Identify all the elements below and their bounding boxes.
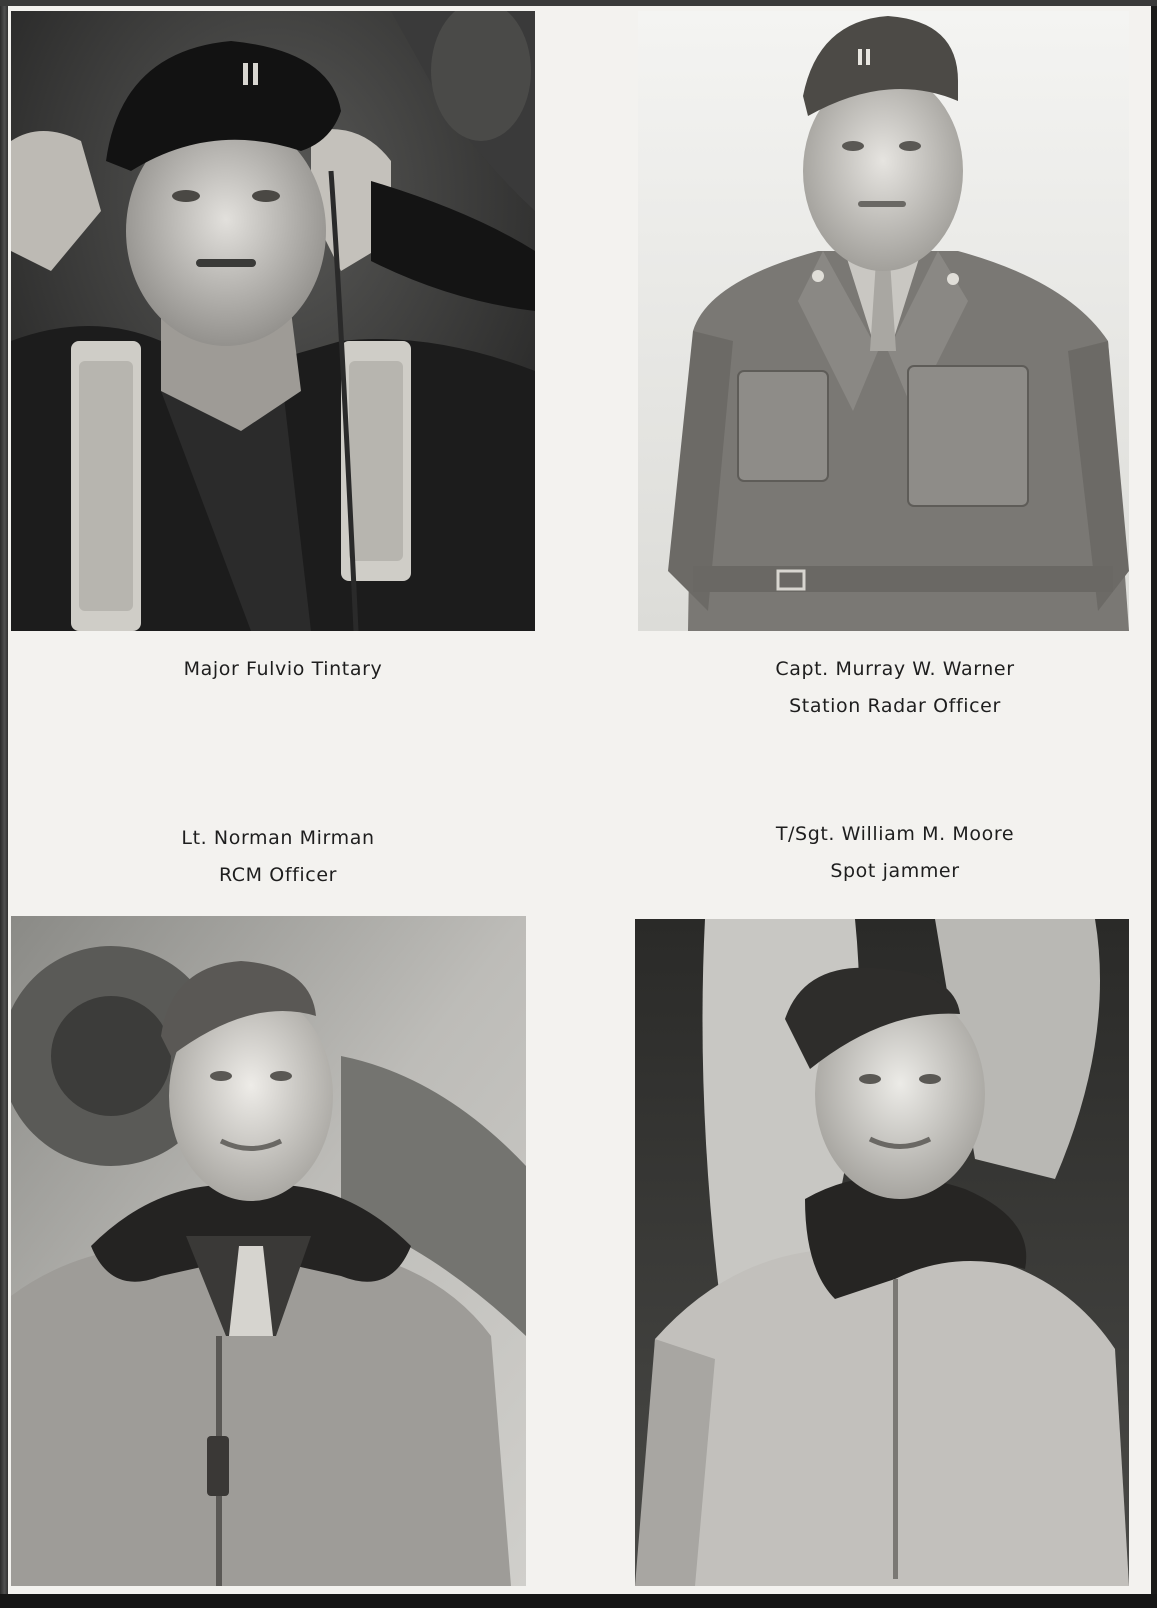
portrait-title: Spot jammer xyxy=(830,860,960,882)
yearbook-page xyxy=(8,6,1151,1596)
caption-capt-warner xyxy=(720,651,1070,725)
portrait-photo-lt-mirman xyxy=(11,916,526,1586)
caption-lt-mirman xyxy=(103,820,453,894)
portrait-name: Lt. Norman Mirman xyxy=(181,827,375,849)
portrait-photo-capt-warner xyxy=(638,11,1129,631)
portrait-name: T/Sgt. William M. Moore xyxy=(775,823,1015,845)
portrait-photo-tsgt-moore xyxy=(635,919,1129,1586)
portrait-photo-major-tintary xyxy=(11,11,535,631)
portrait-title: Station Radar Officer xyxy=(789,695,1001,717)
portrait-name: Major Fulvio Tintary xyxy=(183,658,383,680)
portrait-title: RCM Officer xyxy=(218,864,338,886)
caption-major-tintary xyxy=(108,651,458,688)
portrait-name: Capt. Murray W. Warner xyxy=(775,658,1015,680)
caption-tsgt-moore xyxy=(720,816,1070,890)
bottom-rule xyxy=(0,1594,1157,1608)
